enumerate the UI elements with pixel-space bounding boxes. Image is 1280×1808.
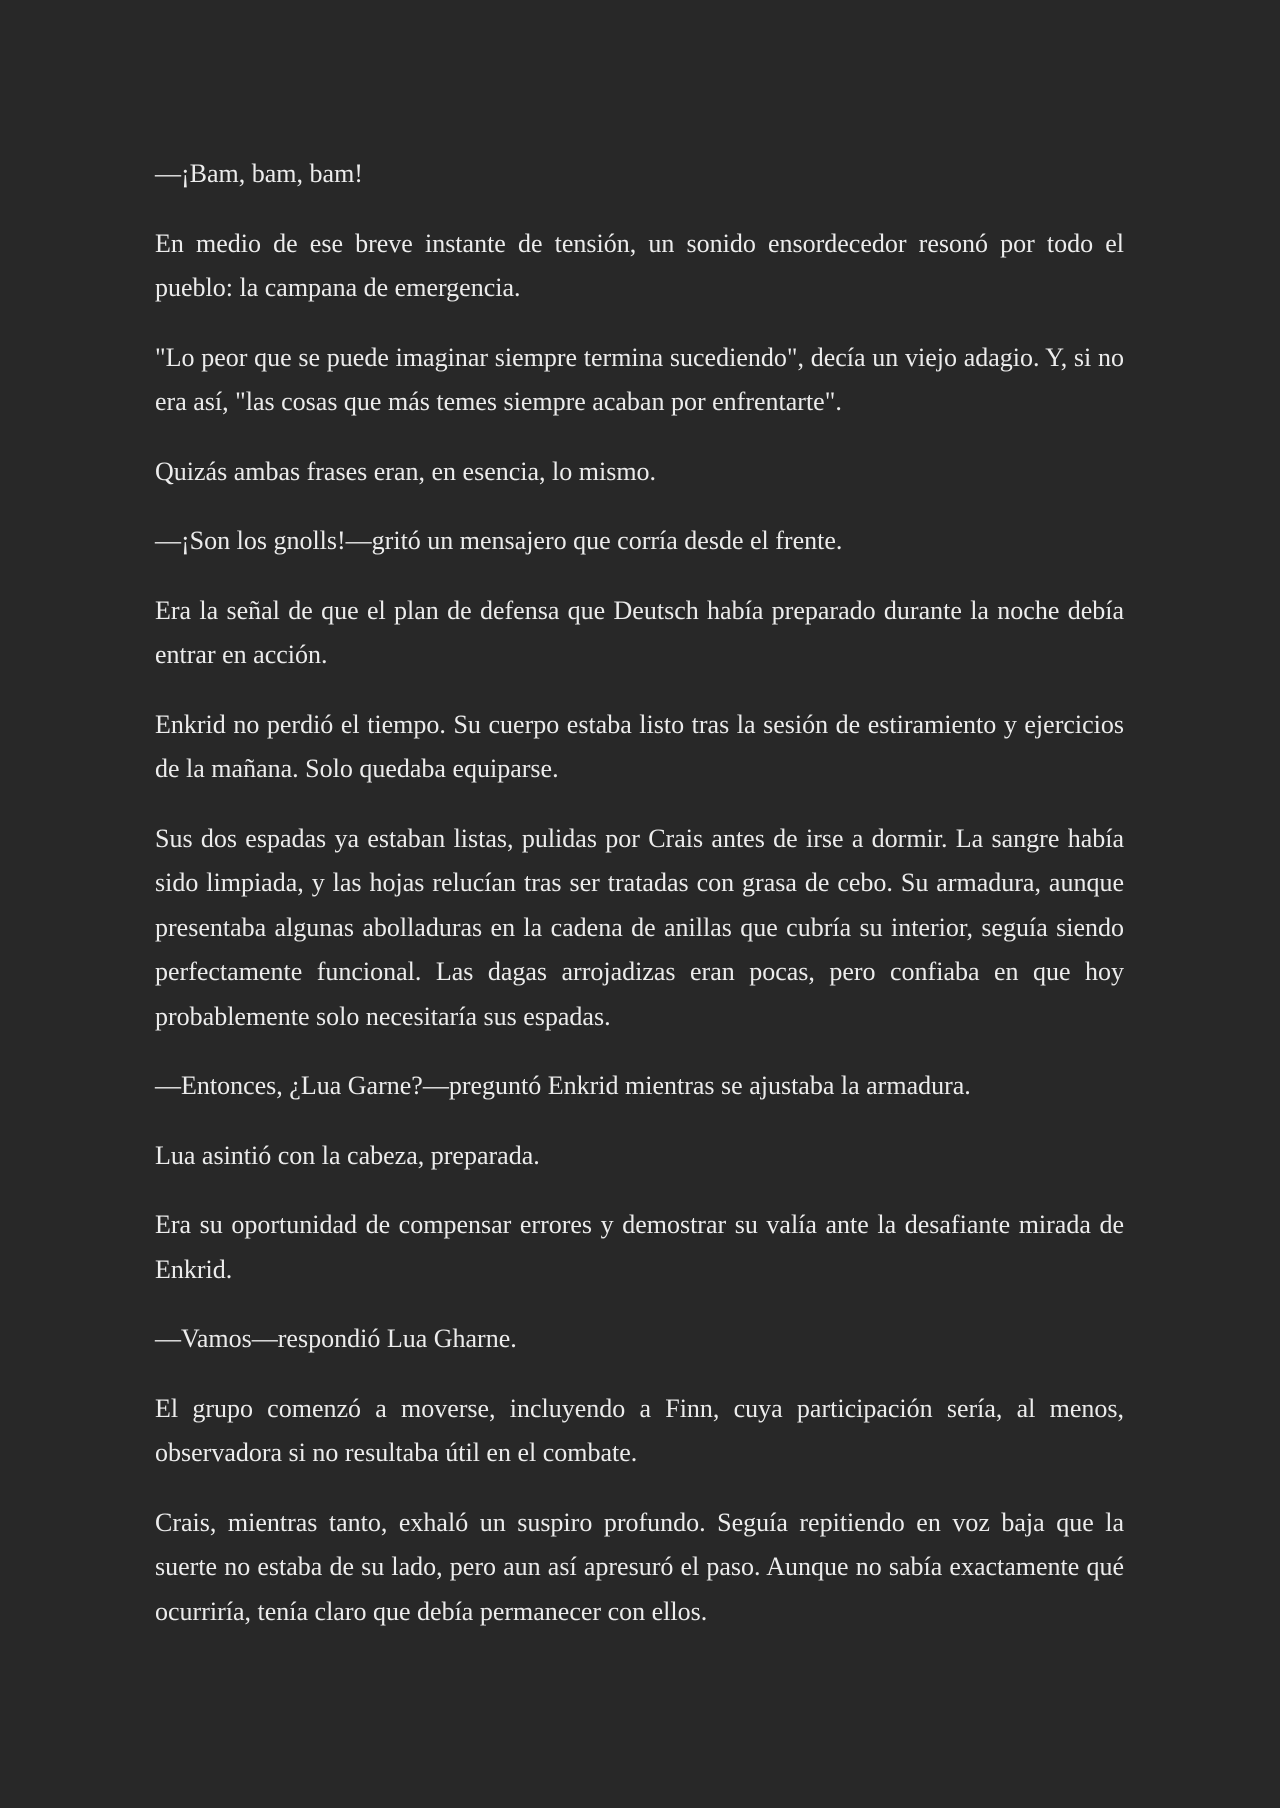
paragraph-14: Crais, mientras tanto, exhaló un suspiro profundo. Seguía repitiendo en voz baja que la suerte no estaba de su lado, pero aun así apresuró el paso. Aunque no sabía exactamente qué ocurriría, tenía claro que debía permanecer con ellos. xyxy=(155,1507,1124,1626)
paragraph-6: Era la señal de que el plan de defensa que Deutsch había preparado durante la noche debía entrar en acción. xyxy=(155,595,1124,669)
paragraph-1: —¡Bam, bam, bam! xyxy=(155,159,363,188)
paragraph-9: —Entonces, ¿Lua Garne?—preguntó Enkrid mientras se ajustaba la armadura. xyxy=(155,1071,971,1100)
paragraph-2: En medio de ese breve instante de tensión, un sonido ensordecedor resonó por todo el pueblo: la campana de emergencia. xyxy=(155,228,1124,302)
paragraph-7: Enkrid no perdió el tiempo. Su cuerpo estaba listo tras la sesión de estiramiento y ejercicios de la mañana. Solo quedaba equiparse. xyxy=(155,709,1124,783)
paragraph-12: —Vamos—respondió Lua Gharne. xyxy=(155,1324,517,1353)
paragraph-3: "Lo peor que se puede imaginar siempre termina sucediendo", decía un viejo adagio. Y, si no era así, "las cosas que más temes siempre acaban por enfrentarte". xyxy=(155,342,1124,416)
paragraph-11: Era su oportunidad de compensar errores y demostrar su valía ante la desafiante mirada de Enkrid. xyxy=(155,1210,1124,1284)
paragraph-4: Quizás ambas frases eran, en esencia, lo mismo. xyxy=(155,456,657,486)
paragraph-13: El grupo comenzó a moverse, incluyendo a Finn, cuya participación sería, al menos, observadora si no resultaba útil en el combate. xyxy=(155,1393,1124,1467)
chapter-text xyxy=(155,152,1124,1659)
paragraph-8: Sus dos espadas ya estaban listas, pulidas por Crais antes de irse a dormir. La sangre había sido limpiada, y las hojas relucían tras ser tratadas con grasa de cebo. Su armadura, aunque presentaba algunas abolladuras en la cadena de anillas que cubría su interior, seguía siendo perfectamente funcional. Las dagas arrojadizas eran pocas, pero confiaba en que hoy probablemente solo necesitaría sus espadas. xyxy=(155,823,1124,1031)
paragraph-5: —¡Son los gnolls!—gritó un mensajero que corría desde el frente. xyxy=(155,526,843,555)
paragraph-10: Lua asintió con la cabeza, preparada. xyxy=(155,1140,540,1170)
